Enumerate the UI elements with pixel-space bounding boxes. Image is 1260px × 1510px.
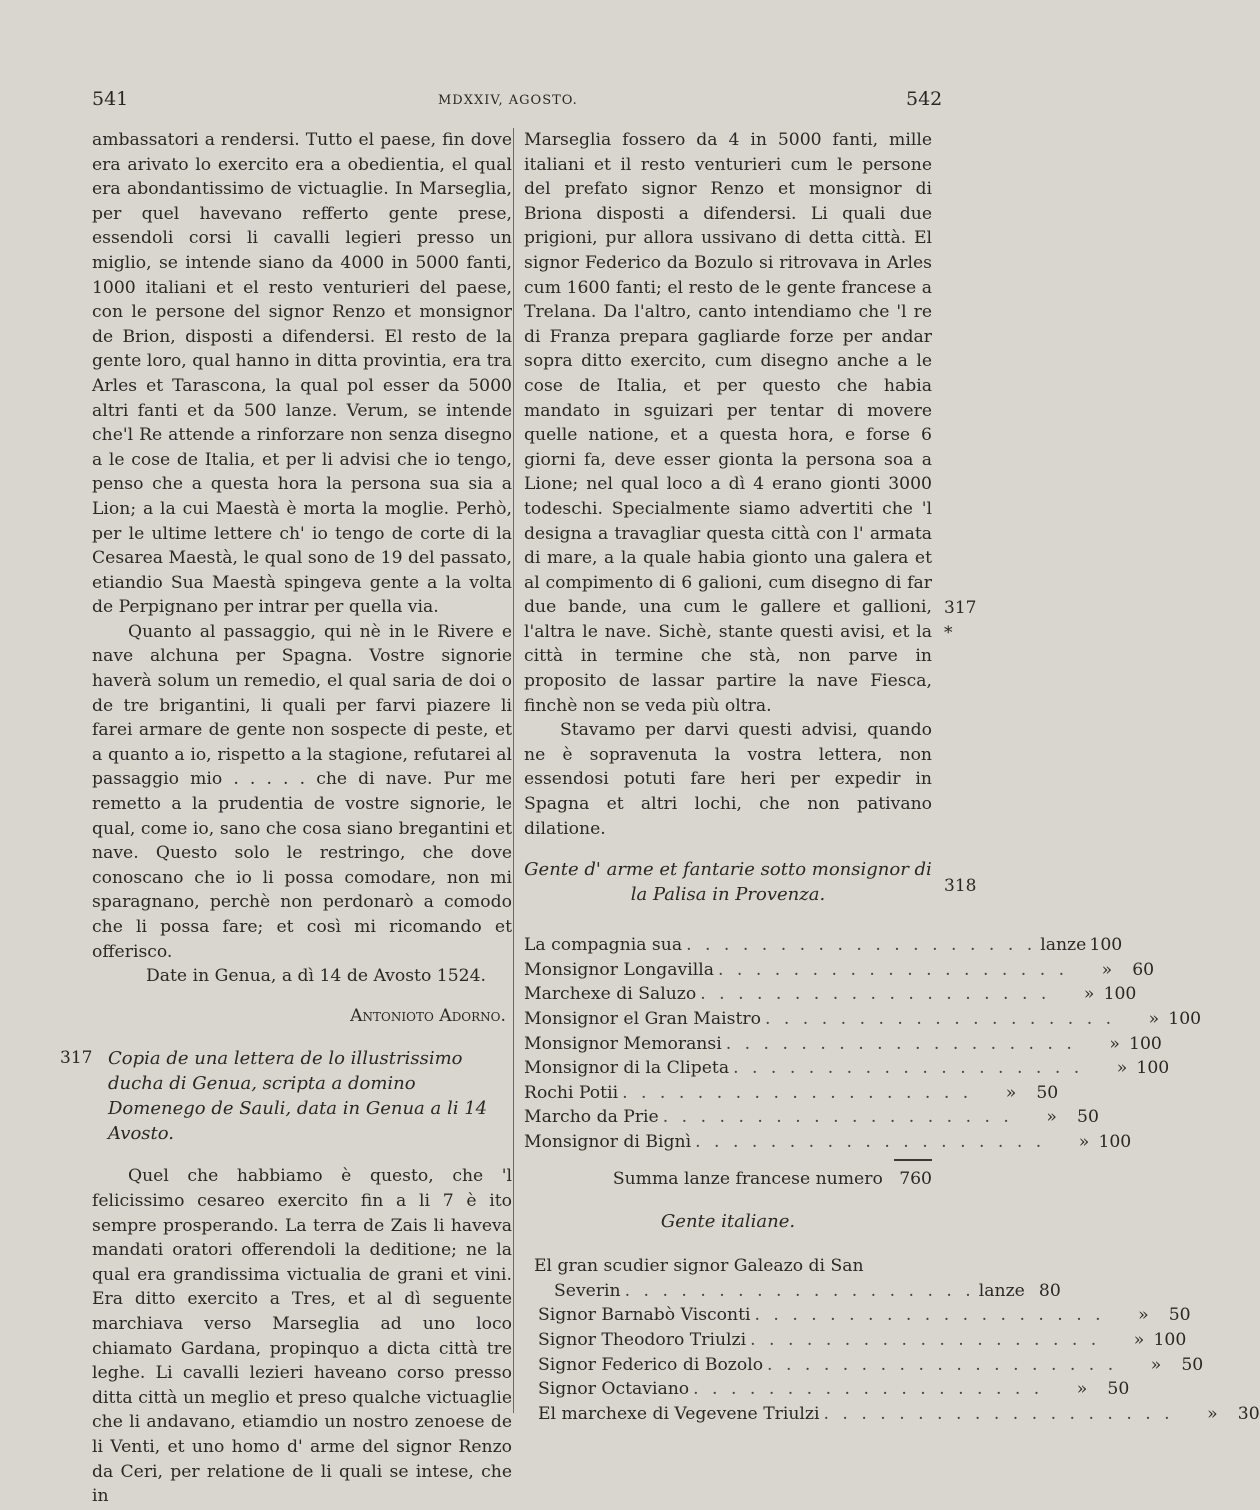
list-item: Rochi Potii . . . . . . . . . . . . . . . . . . . » 50	[524, 1082, 1059, 1103]
list-item: Monsignor di Bignì . . . . . . . . . . . . . . . . . . . » 100	[524, 1131, 1132, 1152]
paragraph: Stavamo per darvi questi advisi, quando ne è sopravenuta la vostra lettera, non essendosi potuti fare heri per expedir in Spagna et altri lochi, che non pativano dilatione.	[524, 720, 932, 839]
list-item: Signor Federico di Bozolo . . . . . . . . . . . . . . . . . . . » 50	[538, 1354, 1204, 1375]
list-item: Signor Octaviano . . . . . . . . . . . . . . . . . . . » 50	[538, 1379, 1130, 1400]
left-column	[60, 128, 512, 1509]
list-item: La compagnia sua . . . . . . . . . . . . . . . . . . . lanze 100	[524, 935, 1123, 956]
right-column	[524, 128, 1260, 1426]
signature: Antonioto Adorno.	[350, 1005, 506, 1026]
section-title: Gente d' arme et fantarie sotto monsignor di la Palisa in Provenza.	[524, 859, 932, 906]
document-number: 317	[60, 1048, 93, 1069]
list-item: Signor Barnabò Visconti . . . . . . . . . . . . . . . . . . . » 50	[538, 1305, 1191, 1326]
paragraph: Quanto al passaggio, qui nè in le Rivere e nave alchuna per Spagna. Vostre signorie haverà solum un remedio, el qual saria de doi o de tre brigantini, li quali per farvi piazere li farei armare de gente non sospecte di peste, et a quanto a io, rispetto a la stagione, refutarei al passaggio mio . . . . . che di nave. Pur me remetto a la prudentia de vostre signorie, le qual, come io, sano che cosa siano bregantini et nave. Questo solo le restringo, che dove conoscano che io li possa comodare, non mi sparagnano, perchè non perdonarò a comodo che li possa fare; et così mi ricomando et offerisco.	[92, 621, 512, 962]
letter-paragraph: Quel che habbiamo è questo, che 'l felicissimo cesareo exercito fin a li 7 è ito sempre prosperando. La terra de Zais li haveva mandati oratori offerendoli la deditione; ne la qual era grandissima victualia de grani et vini. Era ditto exercito a Tres, et al dì seguente marchiava verso Marseglia ad uno loco chiamato Gardana, propinquo a dicta città tre leghe. Li cavalli lezieri haveano corso presso ditta città un meglio et preso qualche victuaglie che li andavano, etiamdio un nostro zenoese de li Venti, et uno homo d' arme del signor Renzo da Ceri, per relatione de li quali se intese, che in	[92, 1166, 512, 1507]
italian-section-title: Gente italiane.	[660, 1211, 796, 1233]
list-item: Marchexe di Saluzo . . . . . . . . . . . . . . . . . . . » 100	[524, 984, 1137, 1005]
sum-rule	[894, 1159, 932, 1161]
paragraph: Marseglia fossero da 4 in 5000 fanti, mille italiani et il resto venturieri cum le persone del prefato signor Renzo et monsignor di Briona disposti a difendersi. Li quali due prigioni, pur allora ussivano di detta città. El signor Federico da Bozulo si ritrovava in Arles cum 1600 fanti; el resto de le gente francese a Trelana. Da l'altro, canto intendiamo che 'l re di Franza prepara gagliarde forze per andar sopra ditto exercito, cum disegno anche a le cose de Italia, et per questo che habia mandato in sguizari per tentar di movere quelle natione, et a questa hora, e forse 6 giorni fa, deve esser gionta la persona soa a Lione; nel qual loco a dì 4 erano gionti 3000 todeschi. Specialmente siamo advertiti che 'l designa a travagliar questa città con l' armata di mare, a la quale habia gionto una galera et al compimento di 6 galioni, cum disegno di far due bande, una cum le gallere et gallioni, l'altra le nave. Sichè, stante questi avisi, et la città in termine che stà, non parve in proposito de lassar partire la nave Fiesca, finchè non se veda più oltra.	[524, 130, 932, 716]
list-item: Severin . . . . . . . . . . . . . . . . . . . lanze 80	[554, 1280, 1061, 1301]
list-item: Monsignor el Gran Maistro . . . . . . . . . . . . . . . . . . . » 100	[524, 1009, 1202, 1029]
sum-label: Summa lanze francese numero	[612, 1168, 883, 1189]
right-page-number: 542	[906, 88, 943, 110]
paragraph: ambassatori a rendersi. Tutto el paese, fin dove era arivato lo exercito era a obedientia, el qual era abondantissimo de victuaglie. In Marseglia, per quel havevano refferto gente prese, essendoli corsi li cavalli legieri presso un miglio, se intende siano da 4000 in 5000 fanti, 1000 italiani et el resto venturieri del paese, con le persone del signor Renzo et monsignor de Brion, disposti a difendersi. El resto de la gente loro, qual hanno in ditta provintia, era tra Arles et Tarascona, la qual pol esser da 5000 altri fanti et da 500 lanze. Verum, se intende che'l Re attende a rinforzare non senza disegno a le cose de Italia, et per li advisi che io tengo, penso che a questa hora la persona sua sia a Lion; a la cui Maestà è morta la moglie. Perhò, per le ultime lettere ch' io tengo de corte di la Cesarea Maestà, le qual sono de 19 del passato, etiandio Sua Maestà spingeva gente a la volta de Perpignano per intrar per quella via.	[92, 130, 512, 618]
running-title: MDXXIV, AGOSTO.	[438, 93, 578, 108]
list-item: Monsignor Memoransi . . . . . . . . . . . . . . . . . . . » 100	[524, 1033, 1162, 1054]
list-item: Marcho da Prie . . . . . . . . . . . . . . . . . . . » 50	[524, 1107, 1099, 1128]
sum-value: 760	[899, 1168, 932, 1189]
column-divider	[513, 128, 514, 1413]
list-item: Monsignor di la Clipeta . . . . . . . . . . . . . . . . . . . » 100	[524, 1058, 1170, 1079]
french-troops-list	[524, 933, 1202, 1154]
sum-line	[524, 1167, 932, 1192]
margin-note: 317 *	[944, 598, 977, 643]
list-item: El gran scudier signor Galeazo di San	[534, 1256, 864, 1277]
left-page-number: 541	[92, 88, 129, 110]
section-number: 318	[944, 876, 977, 897]
list-item: Signor Theodoro Triulzi . . . . . . . . . . . . . . . . . . . » 100	[538, 1329, 1187, 1350]
document-title: Copia de una lettera de lo illustrissimo ducha di Genua, scripta a domino Domenego de Sauli, data in Genua a li 14 Avosto.	[108, 1048, 488, 1145]
date-line: Date in Genua, a dì 14 de Avosto 1524.	[146, 966, 486, 987]
list-item: El marchexe di Vegevene Triulzi . . . . . . . . . . . . . . . . . . . » 30	[538, 1403, 1260, 1424]
list-item: Monsignor Longavilla . . . . . . . . . . . . . . . . . . . » 60	[524, 959, 1155, 980]
italian-troops-list	[524, 1254, 1260, 1426]
